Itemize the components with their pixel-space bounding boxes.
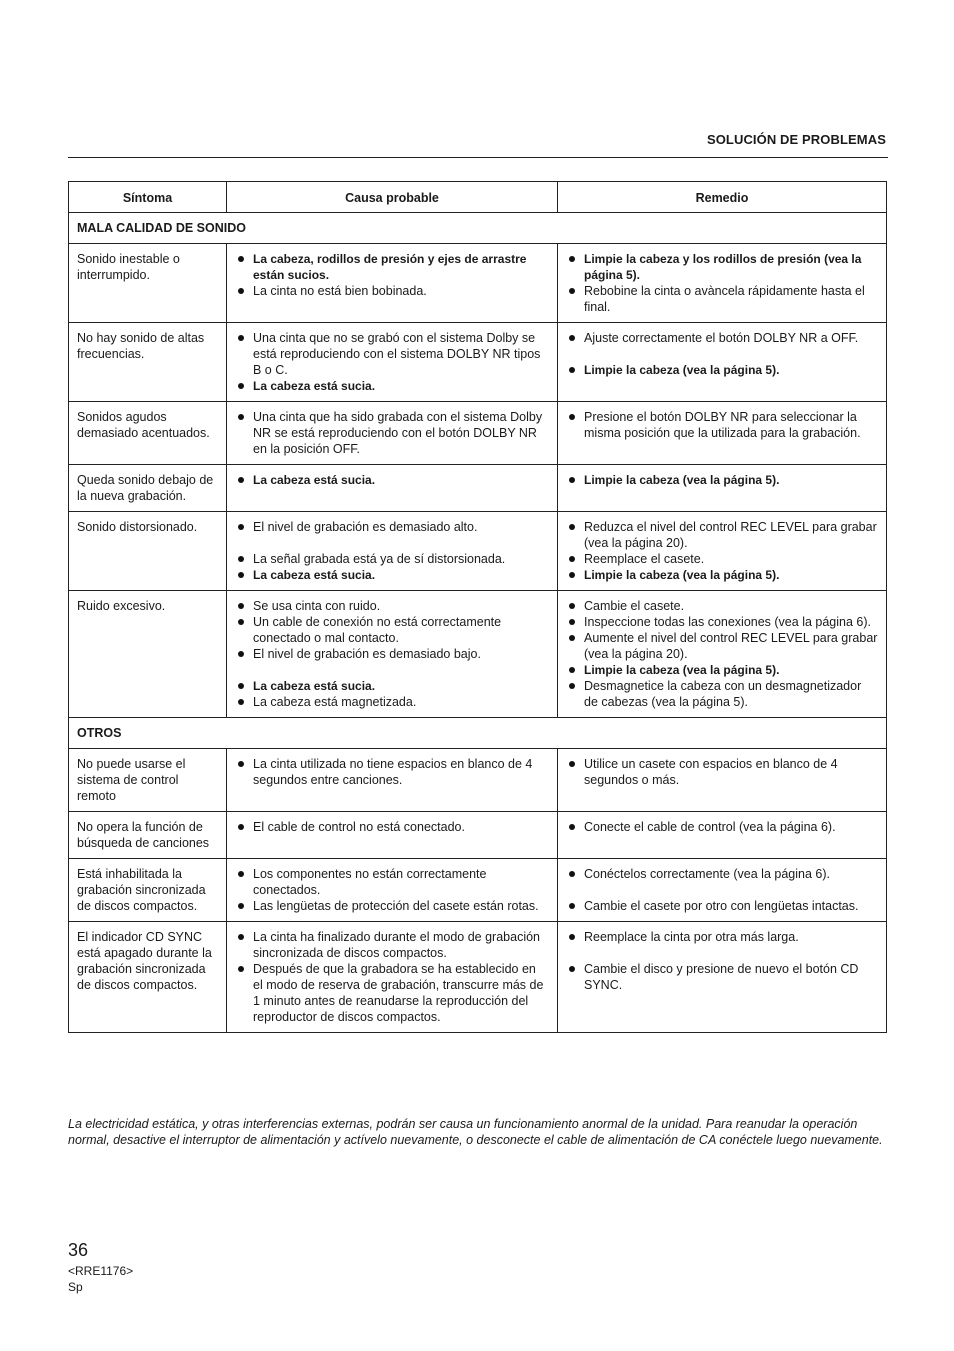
cause-cell	[227, 859, 558, 922]
cause-item: Los componentes no están correctamente conectados.	[235, 866, 549, 898]
remedy-item: Reemplace el casete.	[566, 551, 878, 567]
static-note: La electricidad estática, y otras interferencias externas, podrán ser causa un funcionamiento anormal de la unidad. Para reanudar la operación normal, desactive el interruptor de alimentación y actívelo nuevamente, o desconecte el cable de alimentación de CA conéctele luego nuevamente.	[68, 1117, 883, 1147]
symptom-cell: Ruido excesivo.	[69, 591, 227, 718]
cause-item: La cinta no está bien bobinada.	[235, 283, 549, 299]
cause-item: El nivel de grabación es demasiado bajo.	[235, 646, 549, 662]
cause-list	[235, 251, 549, 299]
cause-cell	[227, 812, 558, 859]
cause-cell	[227, 749, 558, 812]
cause-list	[235, 472, 549, 488]
remedy-item: Cambie el disco y presione de nuevo el botón CD SYNC.	[566, 961, 878, 993]
symptom-cell: Está inhabilitada la grabación sincronizada de discos compactos.	[69, 859, 227, 922]
symptom-cell: Queda sonido debajo de la nueva grabación.	[69, 465, 227, 512]
remedy-item: Limpie la cabeza (vea la página 5).	[566, 362, 878, 378]
remedy-list	[566, 251, 878, 315]
table-body	[69, 213, 887, 1033]
cause-list	[235, 756, 549, 788]
remedy-cell	[558, 402, 887, 465]
table-row	[69, 465, 887, 512]
remedy-item: Inspeccione todas las conexiones (vea la página 6).	[566, 614, 878, 630]
remedy-cell	[558, 323, 887, 402]
header-cause: Causa probable	[227, 182, 558, 213]
remedy-list	[566, 409, 878, 441]
cause-cell	[227, 323, 558, 402]
remedy-item: Limpie la cabeza (vea la página 5).	[566, 567, 878, 583]
remedy-item: Reduzca el nivel del control REC LEVEL para grabar (vea la página 20).	[566, 519, 878, 551]
remedy-list	[566, 866, 878, 914]
cause-cell	[227, 591, 558, 718]
cause-item: La cabeza está sucia.	[235, 378, 549, 394]
cause-cell	[227, 512, 558, 591]
remedy-cell	[558, 812, 887, 859]
table-header-row	[69, 182, 887, 213]
cause-cell	[227, 244, 558, 323]
table-row	[69, 812, 887, 859]
remedy-cell	[558, 859, 887, 922]
cause-item: La cinta utilizada no tiene espacios en blanco de 4 segundos entre canciones.	[235, 756, 549, 788]
remedy-list	[566, 598, 878, 710]
remedy-item: Conéctelos correctamente (vea la página 6).	[566, 866, 878, 882]
remedy-cell	[558, 591, 887, 718]
remedy-cell	[558, 465, 887, 512]
symptom-cell: No opera la función de búsqueda de canciones	[69, 812, 227, 859]
group-row	[69, 213, 887, 244]
remedy-list	[566, 519, 878, 583]
table-row	[69, 749, 887, 812]
remedy-item: Presione el botón DOLBY NR para seleccionar la misma posición que la utilizada para la grabación.	[566, 409, 878, 441]
cause-item: Una cinta que ha sido grabada con el sistema Dolby NR se está reproduciendo con el botón DOLBY NR en la posición OFF.	[235, 409, 549, 457]
remedy-item: Utilice un casete con espacios en blanco de 4 segundos o más.	[566, 756, 878, 788]
language-code: Sp	[68, 1280, 83, 1294]
remedy-list	[566, 756, 878, 788]
remedy-cell	[558, 749, 887, 812]
remedy-item: Desmagnetice la cabeza con un desmagnetizador de cabezas (vea la página 5).	[566, 678, 878, 710]
title-rule	[68, 157, 888, 158]
symptom-cell: No hay sonido de altas frecuencias.	[69, 323, 227, 402]
remedy-item: Limpie la cabeza (vea la página 5).	[566, 472, 878, 488]
cause-list	[235, 866, 549, 914]
table-row	[69, 922, 887, 1033]
cause-list	[235, 929, 549, 1025]
cause-item: La cinta ha finalizado durante el modo de grabación sincronizada de discos compactos.	[235, 929, 549, 961]
remedy-item: Rebobine la cinta o avàncela rápidamente hasta el final.	[566, 283, 878, 315]
cause-list	[235, 598, 549, 710]
remedy-item: Limpie la cabeza y los rodillos de presión (vea la página 5).	[566, 251, 878, 283]
remedy-list	[566, 330, 878, 378]
table-row	[69, 402, 887, 465]
remedy-cell	[558, 922, 887, 1033]
cause-cell	[227, 922, 558, 1033]
cause-item: Se usa cinta con ruido.	[235, 598, 549, 614]
table-row	[69, 512, 887, 591]
remedy-list	[566, 819, 878, 835]
header-remedy: Remedio	[558, 182, 887, 213]
cause-cell	[227, 465, 558, 512]
group-title: MALA CALIDAD DE SONIDO	[69, 213, 887, 244]
header-symptom: Síntoma	[69, 182, 227, 213]
cause-item: La señal grabada está ya de sí distorsionada.	[235, 551, 549, 567]
table-row	[69, 859, 887, 922]
doc-code: <RRE1176>	[68, 1264, 134, 1278]
cause-item: La cabeza, rodillos de presión y ejes de arrastre están sucios.	[235, 251, 549, 283]
troubleshooting-table	[68, 181, 887, 1033]
remedy-cell	[558, 512, 887, 591]
cause-item: Un cable de conexión no está correctamente conectado o mal contacto.	[235, 614, 549, 646]
group-title: OTROS	[69, 718, 887, 749]
table-row	[69, 244, 887, 323]
remedy-item: Ajuste correctamente el botón DOLBY NR a OFF.	[566, 330, 878, 346]
symptom-cell: Sonido inestable o interrumpido.	[69, 244, 227, 323]
symptom-cell: Sonidos agudos demasiado acentuados.	[69, 402, 227, 465]
cause-item: Una cinta que no se grabó con el sistema Dolby se está reproduciendo con el sistema DOLBY NR tipos B o C.	[235, 330, 549, 378]
table-row	[69, 323, 887, 402]
page-number: 36	[68, 1240, 89, 1260]
cause-list	[235, 819, 549, 835]
cause-cell	[227, 402, 558, 465]
remedy-item: Cambie el casete por otro con lengüetas intactas.	[566, 898, 878, 914]
cause-list	[235, 519, 549, 583]
group-row	[69, 718, 887, 749]
remedy-item: Limpie la cabeza (vea la página 5).	[566, 662, 878, 678]
cause-item: El cable de control no está conectado.	[235, 819, 549, 835]
symptom-cell: No puede usarse el sistema de control remoto	[69, 749, 227, 812]
remedy-list	[566, 472, 878, 488]
cause-item: La cabeza está sucia.	[235, 678, 549, 694]
remedy-item: Cambie el casete.	[566, 598, 878, 614]
remedy-cell	[558, 244, 887, 323]
symptom-cell: Sonido distorsionado.	[69, 512, 227, 591]
remedy-item: Reemplace la cinta por otra más larga.	[566, 929, 878, 945]
cause-list	[235, 409, 549, 457]
symptom-cell: El indicador CD SYNC está apagado durante la grabación sincronizada de discos compactos.	[69, 922, 227, 1033]
remedy-list	[566, 929, 878, 993]
section-title: SOLUCIÓN DE PROBLEMAS	[706, 132, 886, 147]
cause-item: La cabeza está magnetizada.	[235, 694, 549, 710]
cause-item: La cabeza está sucia.	[235, 472, 549, 488]
cause-item: Las lengüetas de protección del casete están rotas.	[235, 898, 549, 914]
cause-item: La cabeza está sucia.	[235, 567, 549, 583]
cause-list	[235, 330, 549, 394]
table-row	[69, 591, 887, 718]
cause-item: Después de que la grabadora se ha establecido en el modo de reserva de grabación, transcurre más de 1 minuto antes de reanudarse la reproducción del reproductor de discos compactos.	[235, 961, 549, 1025]
remedy-item: Conecte el cable de control (vea la página 6).	[566, 819, 878, 835]
remedy-item: Aumente el nivel del control REC LEVEL para grabar (vea la página 20).	[566, 630, 878, 662]
cause-item: El nivel de grabación es demasiado alto.	[235, 519, 549, 535]
